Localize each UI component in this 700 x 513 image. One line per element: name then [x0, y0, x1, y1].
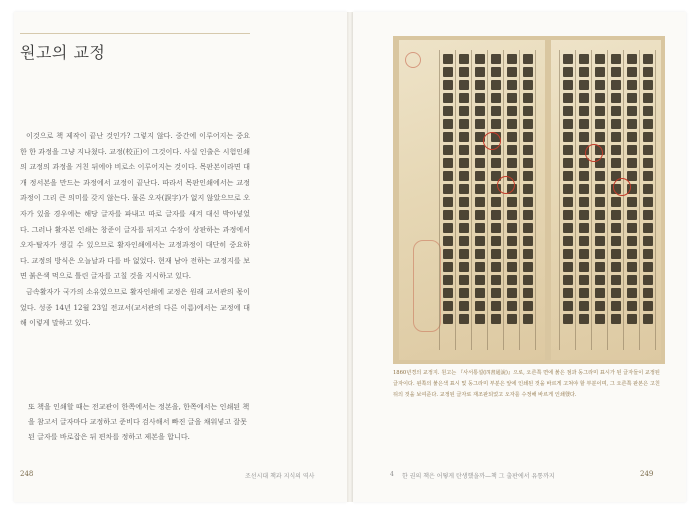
text-column: [561, 54, 574, 344]
running-title-right: 한 권의 책은 어떻게 탄생했을까—책 그 출판에서 유통까지: [402, 473, 555, 480]
block-quote: 또 책을 인쇄할 때는 전교관이 한쪽에서는 정본을, 한쪽에서는 인쇄된 책을 참고서 글자마다 교정하고 준비다 검사해서 빠진 글을 채워넣고 잘못된 글자를 바로잡은 뒤 편차를 정하고 제본을 합니다.: [28, 402, 250, 441]
photo-caption: 1860년경의 교정지. 원고는 『사서통설(四書通說)』으로, 오른쪽 면에 붉은 점과 동그라미 표시가 된 글자들이 교정된 글자이다. 왼쪽의 붉은색 표시 및 동그라미 부분은 앞에 인쇄된 것을 바르게 고쳐야 할 부분이며, 그 오른쪽 판본은 고친 뒤의 것을 보여준다. 교정된 글자로 재조판되었고 오자를 수정해 바르게 인쇄했다.: [393, 370, 660, 398]
correction-circle: [497, 176, 515, 194]
correction-circle: [613, 178, 631, 196]
correction-circle: [585, 144, 603, 162]
proof-sheet-left: [399, 40, 545, 360]
correction-circle: [483, 132, 501, 150]
faded-seal: [413, 240, 441, 332]
text-column: [457, 54, 470, 344]
page-number-right: 249: [640, 470, 654, 478]
text-column: [521, 54, 534, 344]
text-column: [441, 54, 454, 344]
text-column: [473, 54, 486, 344]
corner-mark: [405, 52, 421, 68]
page-number-left: 248: [20, 470, 34, 478]
text-column: [593, 54, 606, 344]
title-rule: [20, 33, 250, 34]
text-column: [577, 54, 590, 344]
text-column: [625, 54, 638, 344]
proof-sheet-photo: [393, 36, 665, 364]
running-title-left: 조선시대 책과 지식의 역사: [245, 473, 315, 480]
text-column: [641, 54, 654, 344]
chapter-number: 4: [390, 471, 394, 478]
text-column: [489, 54, 502, 344]
text-column: [609, 54, 622, 344]
paragraph-2: 금속활자가 국가의 소유였으므로 활자인쇄에 교정은 원래 교서관의 몫이었다. 성종 14년 12월 23일 전교서(교서관의 다른 이름)에서는 교정에 대해 이렇게 말하고 있다.: [20, 286, 250, 328]
proof-sheet-right: [551, 40, 661, 360]
section-title: 원고의 교정: [20, 43, 106, 62]
paragraph-1: 이것으로 책 제작이 끝난 것인가? 그렇지 않다. 중간에 이루어지는 중요한 한 과정을 그냥 지나쳤다. 교정(校正)이 그것이다. 사실 인출은 시험인쇄의 교정의 과정을 거친 뒤에야 비로소 이루어지는 것이다. 목판본이라면 대개 정서본을 만드는 과정에서 교정이 끝난다. 따라서 목판인쇄에서는 교정과정이 그리 큰 의미를 갖지 않는다. 물론 오자(誤字)가 없지 않았으므로 오자가 있을 경우에는 해당 글자를 파내고 따로 글자를 새겨 대신 박아넣었다. 그러나 활자본 인쇄는 창준이 글자를 뒤지고 수장이 상판하는 과정에서 오자·탈자가 생길 수 있으므로 활자인쇄에서는 교정과정이 대단히 중요하다. 교정의 방식은 오늘날과 다를 바 없었다. 현재 남아 전하는 교정지를 보면 붉은색 먹으로 틀린 글자를 고칠 것을 지시하고 있다.: [20, 131, 250, 281]
text-column: [505, 54, 518, 344]
body-text: [20, 128, 250, 331]
